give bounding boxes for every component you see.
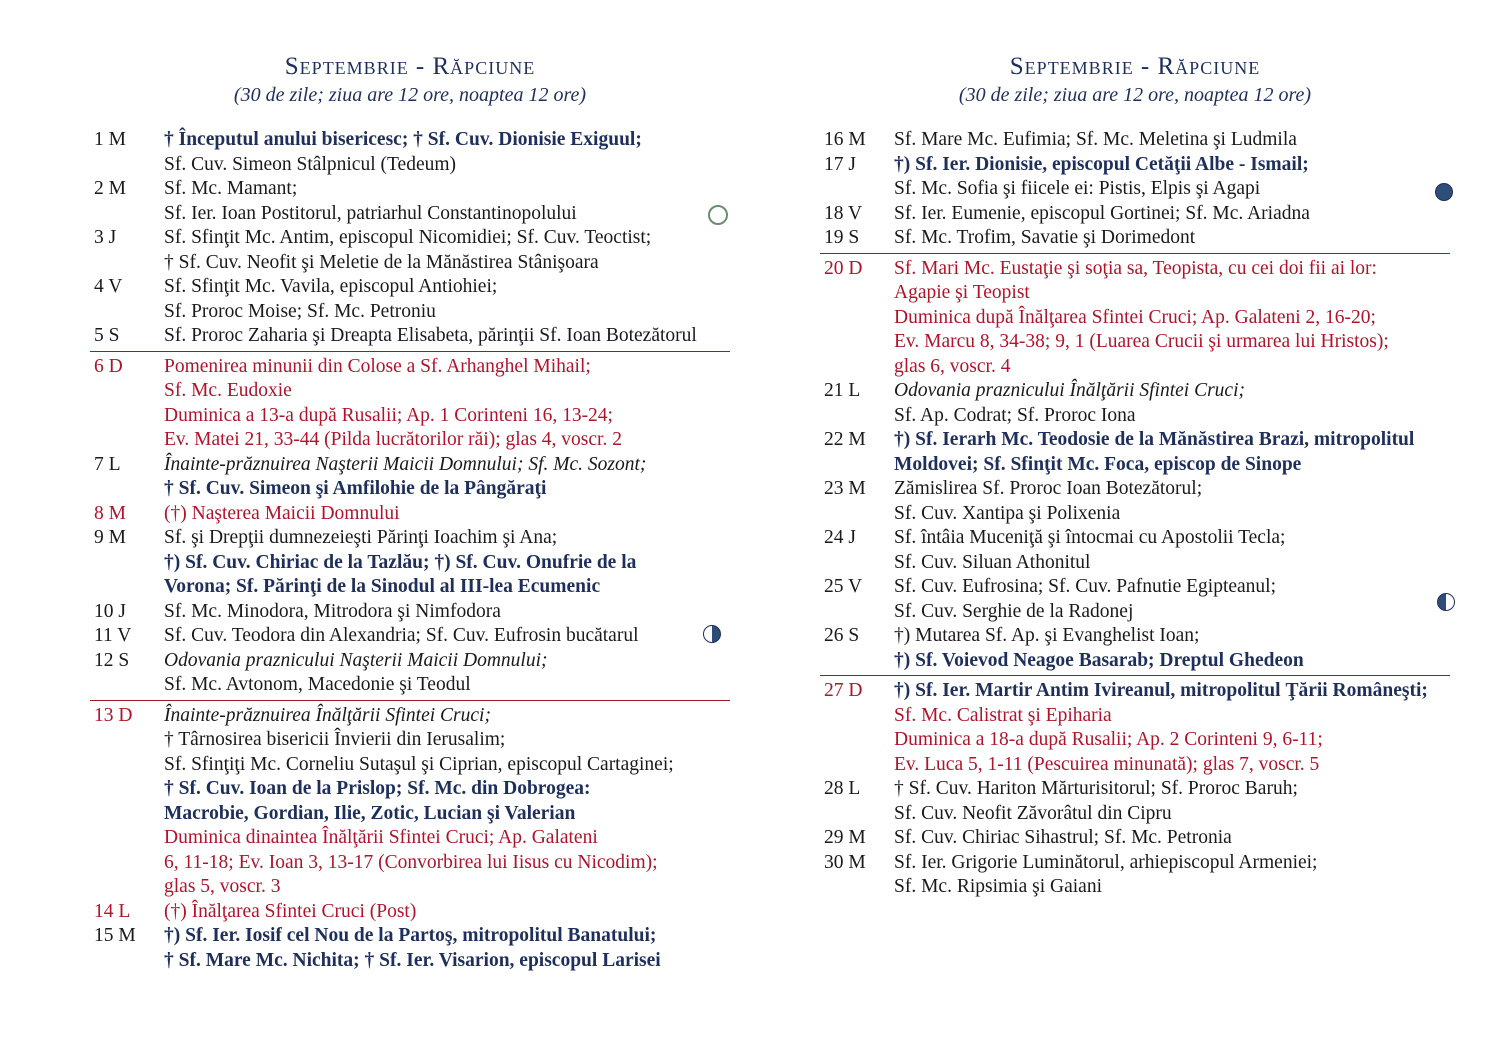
entry-text: Sf. Mc. Sofia şi fiicele ei: Pistis, Elpis şi Agapi	[894, 178, 1261, 199]
entry-text: Sf. întâia Muceniţă şi întocmai cu Apostolii Tecla;	[894, 527, 1286, 548]
calendar-entries	[90, 128, 730, 973]
entry-text: Ev. Matei 21, 33-44 (Pilda lucrătorilor răi); glas 4, voscr. 2	[164, 429, 622, 450]
entry-date: 1 M	[94, 129, 126, 150]
entry-date: 15 M	[94, 925, 136, 946]
entry-text: † Sf. Cuv. Simeon şi Amfilohie de la Pângăraţi	[164, 478, 547, 499]
entry-date: 16 M	[824, 129, 866, 150]
entry-text: Sf. Cuv. Simeon Stâlpnicul (Tedeum)	[164, 153, 457, 175]
calendar-entry	[820, 526, 1450, 575]
entry-text: Odovania praznicului Înălţării Sfintei Cruci;	[894, 380, 1245, 401]
entry-text: †) Sf. Ier. Dionisie, episcopul Cetăţii Albe - Ismail;	[894, 153, 1309, 175]
calendar-entry	[90, 649, 730, 698]
entry-text: Sf. Mc. Mamant;	[164, 178, 298, 199]
entry-text: (†) Înălţarea Sfintei Cruci (Post)	[164, 900, 417, 922]
entry-text: Sf. Mc. Calistrat şi Epiharia	[894, 704, 1112, 726]
entry-text: Sf. Proroc Moise; Sf. Mc. Petroniu	[164, 300, 436, 322]
entry-text: † Sf. Cuv. Neofit şi Meletie de la Mănăstirea Stânişoara	[164, 251, 599, 273]
right-page	[820, 0, 1450, 900]
entry-text: Duminica a 18-a după Rusalii; Ap. 2 Corinteni 9, 6-11;	[894, 729, 1323, 750]
entry-text: Pomenirea minunii din Colose a Sf. Arhanghel Mihail;	[164, 355, 591, 377]
calendar-entry	[90, 128, 730, 177]
entry-text: † Sf. Cuv. Ioan de la Prislop; Sf. Mc. din Dobrogea:	[164, 778, 591, 799]
entry-text: Sf. Cuv. Xantipa şi Polixenia	[894, 502, 1121, 524]
entry-date: 24 J	[824, 527, 856, 548]
page-title: Septembrie - Răpciune	[1009, 53, 1261, 80]
entry-text: † Sf. Cuv. Hariton Mărturisitorul; Sf. Proroc Baruh;	[894, 778, 1298, 799]
entry-date: 30 M	[824, 851, 866, 873]
entry-text: Sf. Cuv. Siluan Athonitul	[894, 551, 1091, 573]
entry-text: Înainte-prăznuirea Naşterii Maicii Domnului; Sf. Mc. Sozont;	[164, 453, 647, 475]
entry-text: Sf. Mc. Minodora, Mitrodora şi Nimfodora	[164, 600, 501, 622]
entry-date: 18 V	[824, 202, 863, 224]
entry-text: Înainte-prăznuirea Înălţării Sfintei Cruci;	[164, 704, 491, 726]
entry-text: Sf. Ier. Grigorie Luminătorul, arhiepiscopul Armeniei;	[894, 851, 1318, 873]
entry-date: 23 M	[824, 478, 866, 499]
entry-text: Sf. Cuv. Chiriac Sihastrul; Sf. Mc. Petronia	[894, 827, 1232, 848]
entry-date: 8 M	[94, 502, 126, 524]
first-quarter-icon	[703, 625, 721, 643]
entry-text: Sf. Mc. Avtonom, Macedonie şi Teodul	[164, 674, 471, 695]
entry-text: Vorona; Sf. Părinţi de la Sinodul al III-lea Ecumenic	[164, 576, 601, 597]
entry-text: †) Mutarea Sf. Ap. şi Evanghelist Ioan;	[894, 625, 1200, 646]
full-moon-icon	[708, 205, 728, 225]
entry-text: Sf. Mare Mc. Eufimia; Sf. Mc. Meletina şi Ludmila	[894, 129, 1297, 150]
calendar-entry	[820, 253, 1450, 380]
entry-date: 11 V	[94, 625, 132, 646]
entry-date: 7 L	[94, 453, 121, 475]
entry-date: 6 D	[94, 355, 123, 377]
calendar-entry	[820, 379, 1450, 428]
calendar-entry	[820, 202, 1450, 227]
calendar-entry	[820, 153, 1450, 202]
entry-text: Odovania praznicului Naşterii Maicii Domnului;	[164, 649, 548, 671]
entry-date: 27 D	[824, 680, 863, 701]
left-page	[90, 0, 730, 973]
calendar-entries	[820, 128, 1450, 900]
entry-date: 2 M	[94, 178, 126, 199]
entry-date: 21 L	[824, 380, 861, 401]
entry-text: Sf. Ier. Ioan Postitorul, patriarhul Constantinopolului	[164, 202, 577, 224]
entry-text: Sf. Ier. Eumenie, episcopul Gortinei; Sf. Mc. Ariadna	[894, 202, 1310, 224]
entry-date: 9 M	[94, 527, 126, 548]
entry-text: Ev. Marcu 8, 34-38; 9, 1 (Luarea Crucii şi urmarea lui Hristos);	[894, 331, 1389, 352]
page-subtitle: (30 de zile; ziua are 12 ore, noaptea 12 ore)	[233, 84, 587, 106]
entry-text: Sf. Cuv. Neofit Zăvorâtul din Cipru	[894, 802, 1172, 824]
calendar-entry	[820, 851, 1450, 900]
calendar-entry	[820, 428, 1450, 477]
entry-text: †) Sf. Ier. Iosif cel Nou de la Partoş, mitropolitul Banatului;	[164, 925, 657, 946]
entry-text: Ev. Luca 5, 1-11 (Pescuirea minunată); glas 7, voscr. 5	[894, 753, 1320, 775]
entry-text: Agapie şi Teopist	[894, 282, 1030, 303]
page-subtitle: (30 de zile; ziua are 12 ore, noaptea 12 ore)	[958, 84, 1312, 106]
calendar-entry	[90, 900, 730, 925]
entry-text: †) Sf. Cuv. Chiriac de la Tazlău; †) Sf. Cuv. Onufrie de la	[164, 551, 637, 573]
page-title: Septembrie - Răpciune	[284, 53, 536, 80]
calendar-entry	[820, 624, 1450, 673]
entry-text: glas 5, voscr. 3	[164, 876, 281, 897]
entry-date: 10 J	[94, 600, 126, 622]
entry-text: glas 6, voscr. 4	[894, 355, 1011, 377]
entry-text: Sf. Cuv. Teodora din Alexandria; Sf. Cuv. Eufrosin bucătarul	[164, 625, 639, 646]
entry-text: †) Sf. Ierarh Mc. Teodosie de la Mănăstirea Brazi, mitropolitul	[894, 429, 1415, 450]
entry-text: † Târnosirea bisericii Învierii din Ierusalim;	[164, 729, 506, 750]
entry-date: 29 M	[824, 827, 866, 848]
entry-text: Zămislirea Sf. Proroc Ioan Botezătorul;	[894, 478, 1203, 499]
entry-date: 26 S	[824, 625, 860, 646]
calendar-entry	[820, 128, 1450, 153]
entry-date: 4 V	[94, 276, 123, 297]
entry-text: Sf. Mc. Trofim, Savatie şi Dorimedont	[894, 227, 1196, 248]
entry-text: Sf. Proroc Zaharia şi Dreapta Elisabeta, părinţii Sf. Ioan Botezătorul	[164, 325, 697, 346]
calendar-entry	[90, 351, 730, 453]
entry-date: 12 S	[94, 649, 130, 671]
calendar-entry	[90, 924, 730, 973]
entry-text: Sf. Sfinţiţi Mc. Corneliu Sutaşul şi Ciprian, episcopul Cartaginei;	[164, 753, 674, 775]
calendar-entry	[90, 502, 730, 527]
calendar-entry	[820, 675, 1450, 777]
entry-text: Moldovei; Sf. Sfinţit Mc. Foca, episcop de Sinope	[894, 453, 1302, 475]
last-quarter-icon	[1437, 593, 1455, 611]
entry-date: 3 J	[94, 227, 117, 248]
entry-text: Sf. Ap. Codrat; Sf. Proroc Iona	[894, 404, 1136, 426]
calendar-entry	[90, 226, 730, 275]
entry-date: 17 J	[824, 153, 856, 175]
entry-text: Sf. Cuv. Serghie de la Radonej	[894, 600, 1134, 622]
entry-text: Duminica după Înălţarea Sfintei Cruci; Ap. Galateni 2, 16-20;	[894, 306, 1376, 328]
calendar-entry	[820, 575, 1450, 624]
entry-text: †) Sf. Ier. Martir Antim Ivireanul, mitropolitul Ţării Româneşti;	[894, 680, 1428, 701]
entry-text: Sf. Sfinţit Mc. Vavila, episcopul Antiohiei;	[164, 276, 498, 297]
entry-text: † Începutul anului bisericesc; † Sf. Cuv. Dionisie Exiguul;	[164, 129, 642, 150]
calendar-entry	[90, 624, 730, 649]
calendar-entry	[90, 526, 730, 600]
entry-text: Sf. Sfinţit Mc. Antim, episcopul Nicomidiei; Sf. Cuv. Teoctist;	[164, 227, 652, 248]
entry-text: Sf. Mc. Ripsimia şi Gaiani	[894, 876, 1102, 897]
entry-text: Sf. şi Drepţii dumnezeieşti Părinţi Ioachim şi Ana;	[164, 527, 558, 548]
entry-text: (†) Naşterea Maicii Domnului	[164, 502, 400, 524]
entry-date: 28 L	[824, 778, 861, 799]
new-moon-icon	[1435, 183, 1453, 201]
calendar-entry	[90, 600, 730, 625]
entry-date: 22 M	[824, 429, 866, 450]
entry-text: †) Sf. Voievod Neagoe Basarab; Dreptul Ghedeon	[894, 649, 1304, 671]
entry-text: Duminica a 13-a după Rusalii; Ap. 1 Corinteni 16, 13-24;	[164, 404, 613, 426]
entry-date: 19 S	[824, 227, 860, 248]
calendar-entry	[90, 324, 730, 349]
entry-text: Sf. Mc. Eudoxie	[164, 380, 292, 401]
entry-text: Macrobie, Gordian, Ilie, Zotic, Lucian şi Valerian	[164, 802, 576, 824]
entry-date: 13 D	[94, 704, 133, 726]
entry-text: Duminica dinaintea Înălţării Sfintei Cruci; Ap. Galateni	[164, 827, 598, 848]
entry-date: 5 S	[94, 325, 120, 346]
entry-text: Sf. Cuv. Eufrosina; Sf. Cuv. Pafnutie Egipteanul;	[894, 576, 1277, 597]
calendar-entry	[90, 275, 730, 324]
calendar-entry	[90, 453, 730, 502]
entry-text: 6, 11-18; Ev. Ioan 3, 13-17 (Convorbirea lui Iisus cu Nicodim);	[164, 851, 658, 873]
entry-text: Sf. Mari Mc. Eustaţie şi soţia sa, Teopista, cu cei doi fii ai lor:	[894, 257, 1377, 279]
calendar-entry	[820, 777, 1450, 826]
entry-date: 20 D	[824, 257, 863, 279]
entry-text: † Sf. Mare Mc. Nichita; † Sf. Ier. Visarion, episcopul Larisei	[164, 949, 661, 971]
calendar-entry	[820, 826, 1450, 851]
calendar-entry	[820, 226, 1450, 251]
calendar-entry	[90, 700, 730, 900]
entry-date: 25 V	[824, 576, 863, 597]
calendar-entry	[90, 177, 730, 226]
entry-date: 14 L	[94, 900, 131, 922]
calendar-entry	[820, 477, 1450, 526]
